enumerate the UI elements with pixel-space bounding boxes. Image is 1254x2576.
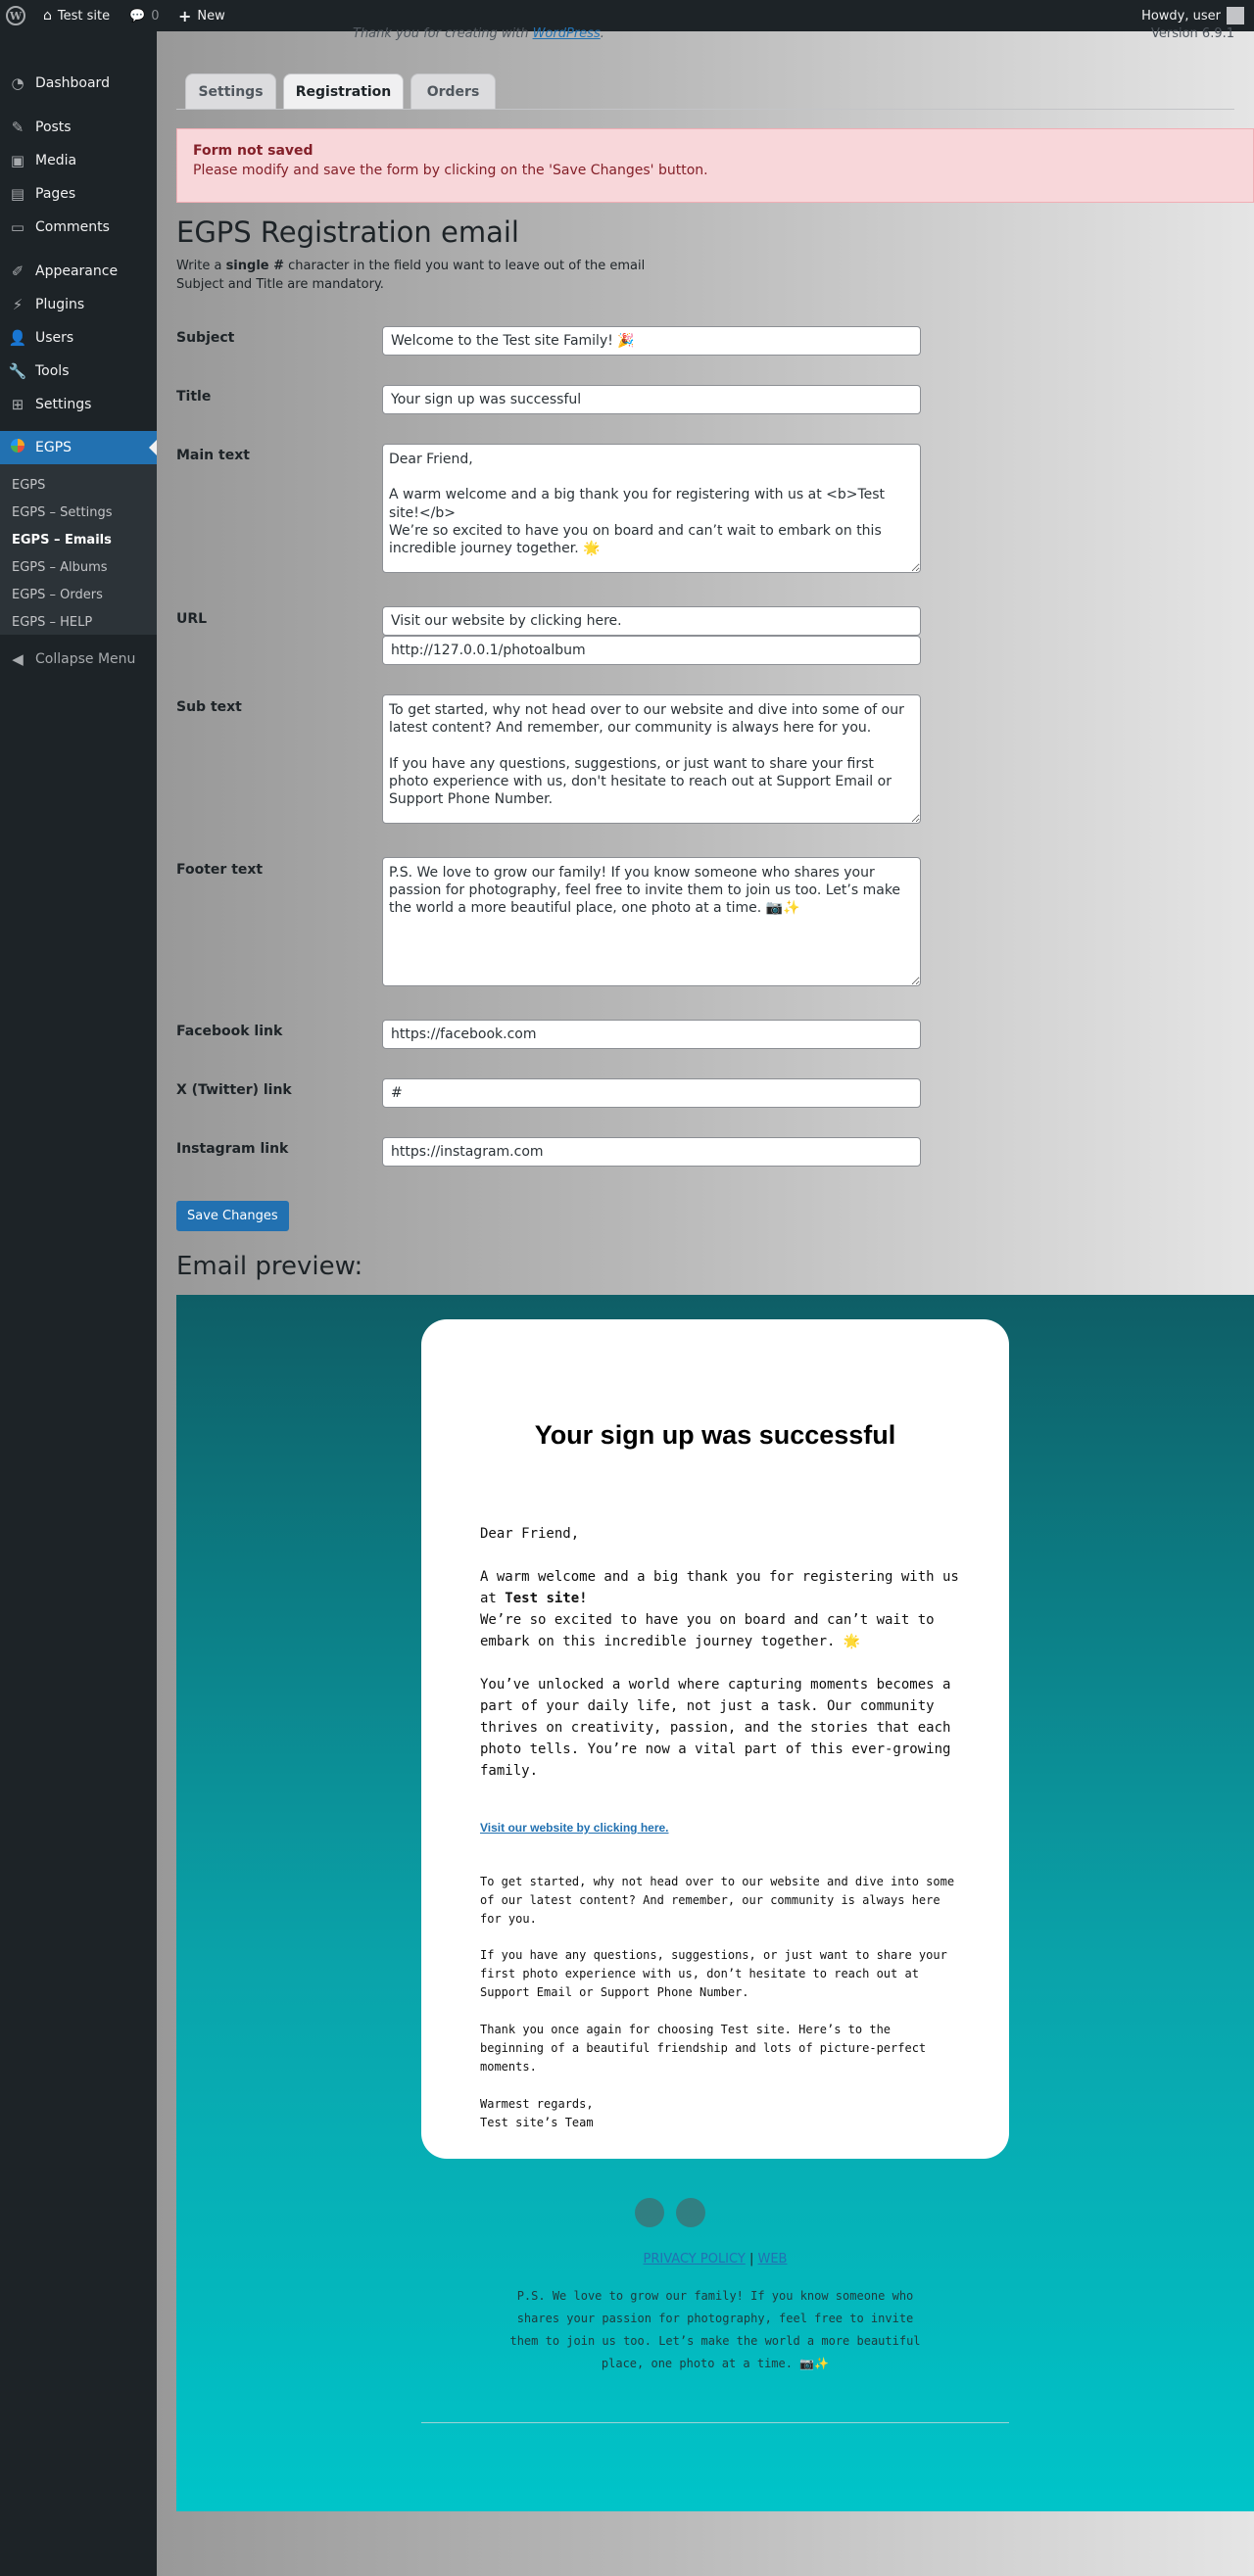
sidebar-item-dashboard[interactable] [0,67,157,100]
sidebar-item-users[interactable] [0,321,157,355]
home-icon: ⌂ [43,8,52,24]
comments-count: 0 [151,8,160,24]
tabs-divider [176,109,1234,110]
submenu-item-albums[interactable]: EGPS – Albums [12,560,108,575]
plus-icon: + [178,6,192,25]
submenu-item-egps[interactable]: EGPS [12,478,46,493]
sidebar-item-label: Pages [35,186,76,202]
desc-suffix: character in the field you want to leave out of the email [284,259,646,273]
sidebar-item-plugins[interactable] [0,288,157,321]
sidebar-item-tools[interactable] [0,355,157,388]
email-preview-heading: Email preview: [176,1252,363,1281]
sidebar-item-label: Posts [35,119,72,135]
sidebar-item-comments[interactable] [0,211,157,244]
email-team: Test site’s Team [480,2116,594,2129]
main-text-textarea[interactable] [382,444,921,573]
email-ps-text: P.S. We love to grow our family! If you know someone who shares your passion for photography, feel free to invite them to join us too. Let’s make the world a more beautiful place, one photo at a time. 📷✨ [509,2289,921,2370]
collapse-icon: ◀ [12,650,24,668]
main-text-label: Main text [176,448,250,463]
desc-prefix: Write a [176,259,226,273]
wordpress-link[interactable]: WordPress [532,26,601,41]
email-greeting: Dear Friend, [480,1526,580,1542]
page-title: EGPS Registration email [176,215,519,249]
pin-icon: ✎ [11,119,24,136]
plugin-icon: ⚡ [12,296,24,313]
email-website-link[interactable]: Visit our website by clicking here. [480,1821,669,1835]
wordpress-icon: W [6,6,25,25]
sidebar-item-settings[interactable] [0,388,157,421]
notice-body: Please modify and save the form by clicking on the 'Save Changes' button. [193,163,708,178]
comment-icon: 💬 [129,8,146,24]
sidebar-item-label: Comments [35,219,110,235]
email-title: Your sign up was successful [534,1420,896,1450]
sub-text-textarea[interactable] [382,694,921,824]
submenu-item-settings[interactable]: EGPS – Settings [12,505,113,520]
notice-title: Form not saved [193,143,314,159]
instagram-input[interactable] [382,1137,921,1167]
sidebar-item-label: Media [35,153,77,168]
email-paragraph-1: To get started, why not head over to our website and dive into some of our latest content? And remember, our community is always here for you. [480,1875,955,1926]
subject-input[interactable] [382,326,921,356]
error-notice [176,128,1254,203]
email-welcome [480,1566,960,1652]
admin-bar [0,0,1254,31]
web-link[interactable]: WEB [757,2252,788,2266]
footer-text-label: Footer text [176,862,264,878]
twitter-input[interactable] [382,1078,921,1108]
title-label: Title [176,389,212,405]
facebook-input[interactable] [382,1020,921,1049]
wordpress-logo[interactable] [6,0,25,31]
welcome-prefix: A warm welcome and a big thank you for registering with us at [480,1569,959,1606]
welcome-bold: Test site! [505,1591,588,1606]
page-description [176,259,645,273]
email-paragraph-3: Thank you once again for choosing Test site. Here’s to the beginning of a beautiful friendship and lots of picture-perfect moments. [480,2023,927,2074]
current-menu-arrow [149,440,157,455]
facebook-label: Facebook link [176,1024,283,1039]
user-icon: 👤 [8,329,27,347]
sidebar-item-label: Appearance [35,263,119,279]
sidebar-item-media[interactable] [0,144,157,177]
tab-registration[interactable]: Registration [283,73,404,110]
email-unlocked-paragraph: You’ve unlocked a world where capturing moments becomes a part of your daily life, not just a task. Our community thrives on creativity, passion, and the stories that each photo tells. You’re now a vital part of this ever-growing family. [480,1677,951,1779]
sidebar-item-label: EGPS [35,440,72,455]
url-label: URL [176,611,208,627]
submenu-item-help[interactable]: EGPS – HELP [12,615,93,630]
desc-bold: single # [225,259,285,273]
save-changes-button[interactable]: Save Changes [176,1201,289,1231]
facebook-icon[interactable] [635,2198,664,2227]
collapse-label: Collapse Menu [35,651,136,667]
url-input[interactable] [382,636,921,665]
twitter-label: X (Twitter) link [176,1082,292,1098]
sidebar-item-appearance[interactable] [0,255,157,288]
email-footer-links [421,2252,1009,2266]
submenu-item-orders[interactable]: EGPS – Orders [12,588,103,602]
sidebar-item-egps[interactable] [0,431,157,464]
footer-text-textarea[interactable] [382,857,921,986]
media-icon: ▣ [10,152,25,169]
submenu-item-emails[interactable]: EGPS – Emails [12,533,112,548]
sidebar-item-label: Tools [35,363,70,379]
comment-icon: ▭ [10,218,25,236]
new-label: New [197,8,225,24]
email-regards: Warmest regards, [480,2097,594,2111]
settings-icon: ⊞ [11,396,24,413]
site-name: Test site [57,8,111,24]
sidebar-item-label: Plugins [35,297,85,312]
sidebar-item-label: Users [35,330,74,346]
sub-text-label: Sub text [176,699,242,715]
title-input[interactable] [382,385,921,414]
privacy-policy-link[interactable]: PRIVACY POLICY [643,2252,746,2266]
sidebar-item-label: Dashboard [35,75,110,91]
instagram-label: Instagram link [176,1141,289,1157]
email-paragraph-2: If you have any questions, suggestions, or just want to share your first photo experience with us, don’t hesitate to reach out at Support Email or Support Phone Number. [480,1948,947,1999]
tab-orders[interactable]: Orders [410,73,496,109]
sidebar-item-pages[interactable] [0,177,157,211]
new-content-link[interactable] [178,0,225,31]
site-name-link[interactable] [43,0,110,31]
wrench-icon: 🔧 [8,362,27,380]
email-divider [421,2422,1009,2423]
welcome-suffix: We’re so excited to have you on board and can’t wait to embark on this incredible journey together. 🌟 [480,1612,935,1649]
egps-submenu [0,464,157,635]
avatar [1227,7,1244,24]
url-text-input[interactable] [382,606,921,636]
howdy-text: Howdy, user [1141,8,1221,24]
email-preview-card [421,1319,1009,2159]
dashboard-icon: ◔ [11,74,24,92]
collapse-menu-button[interactable] [0,643,157,676]
wp-version: Version 6.9.1 [1150,26,1234,41]
sidebar-item-posts[interactable] [0,111,157,144]
brush-icon: ✐ [11,262,24,280]
instagram-icon[interactable] [676,2198,705,2227]
pages-icon: ▤ [10,185,25,203]
comments-link[interactable] [129,0,159,31]
footer-thanks [353,26,604,41]
tab-settings[interactable]: Settings [185,73,276,109]
page-description-line2: Subject and Title are mandatory. [176,277,384,292]
thanks-prefix: Thank you for creating with [353,26,533,41]
thanks-suffix: . [600,26,604,41]
links-separator: | [748,2252,754,2266]
egps-icon [0,439,35,456]
sidebar-item-label: Settings [35,397,92,412]
subject-label: Subject [176,330,235,346]
